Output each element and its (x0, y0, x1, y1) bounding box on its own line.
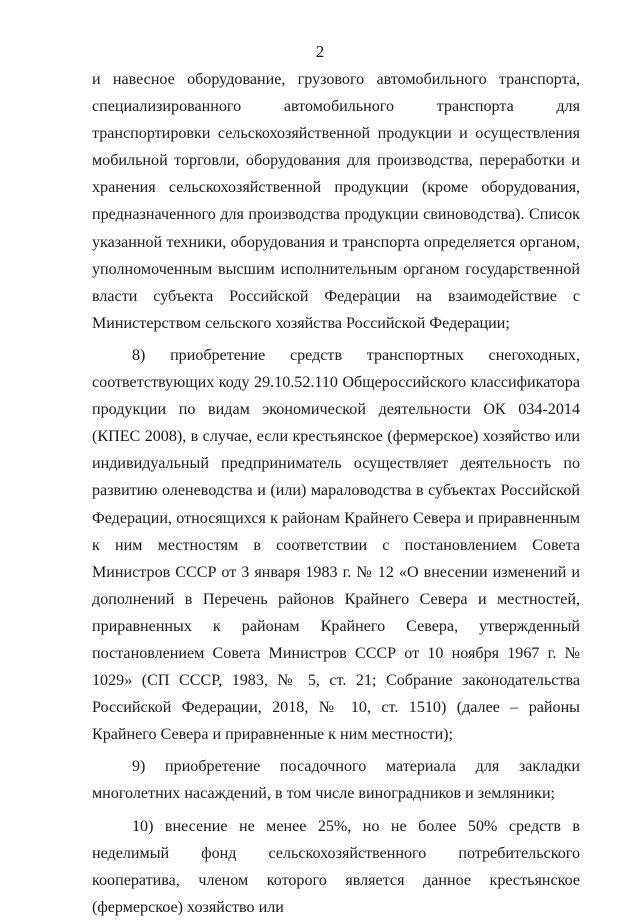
page-number: 2 (315, 42, 325, 61)
paragraph-item-9: 9) приобретение посадочного материала для закладки многолетних насаждений, в том числе виноградников и земляники; (92, 758, 580, 803)
paragraph-continuation: и навесное оборудование, грузового автомобильного транспорта, специализированного автомобильного транспорта для транспортировки сельскохозяйственной продукции и осуществления мобильной торговли, оборудования для производства, переработки и хранения сельскохозяйственной продукции (кроме оборудования, предназначенного для производства продукции свиноводства). Список указанной техники, оборудования и транспорта определяется органом, уполномоченным высшим исполнительным органом государственной власти субъекта Российской Федерации на взаимодействие с Министерством сельского хозяйства Российской Федерации; (92, 71, 580, 332)
document-body (92, 66, 580, 921)
paragraph-item-10: 10) внесение не менее 25%, но не более 50% средств в неделимый фонд сельскохозяйственного потребительского кооператива, членом которого является данное крестьянское (фермерское) хозяйство или (92, 817, 580, 916)
paragraph-item-8: 8) приобретение средств транспортных снегоходных, соответствующих коду 29.10.52.110 Общероссийского классификатора продукции по видам экономической деятельности ОК 034-2014 (КПЕС 2008), в случае, если крестьянское (фермерское) хозяйство или индивидуальный предприниматель осуществляет деятельность по развитию оленеводства и (или) мараловодства в субъектах Российской Федерации, относящихся к районам Крайнего Севера и приравненным к ним местностям в соответствии с постановлением Совета Министров СССР от 3 января 1983 г. № 12 «О внесении изменений и дополнений в Перечень районов Крайнего Севера и местностей, приравненных к районам Крайнего Севера, утвержденный постановлением Совета Министров СССР от 10 ноября 1967 г. № 1029» (СП СССР, 1983, № 5, ст. 21; Собрание законодательства Российской Федерации, 2018, № 10, ст. 1510) (далее – районы Крайнего Севера и приравненные к ним местности); (92, 346, 580, 744)
